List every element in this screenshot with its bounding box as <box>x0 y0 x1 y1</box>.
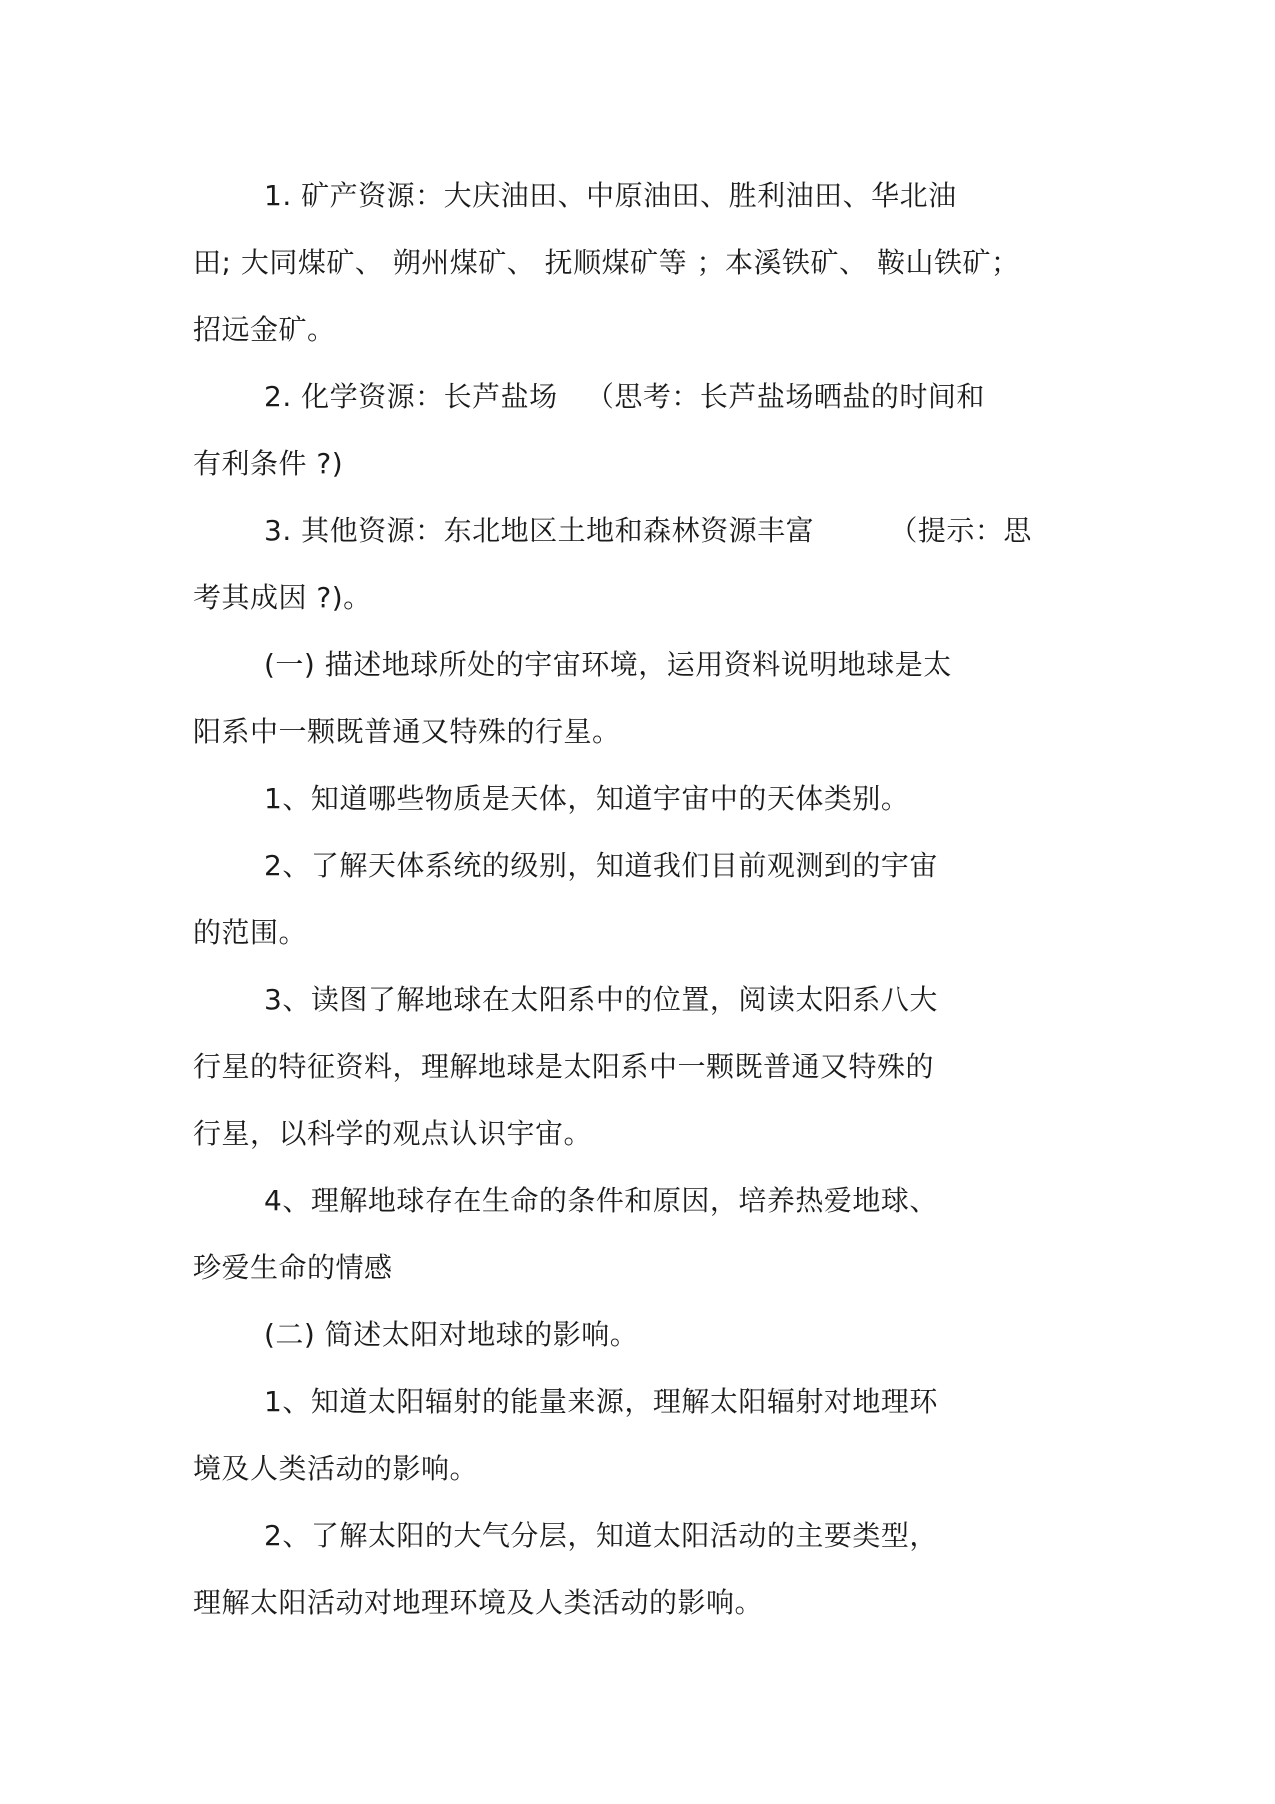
list-item: 3、读图了解地球在太阳系中的位置，阅读太阳系八大 <box>264 983 938 1016</box>
text-line: 有利条件 ?) <box>193 447 344 480</box>
text-line: 田; 大同煤矿、 朔州煤矿、 抚顺煤矿等 ；本溪铁矿、 鞍山铁矿； <box>193 246 1020 279</box>
text-line: 3. 其他资源：东北地区土地和森林资源丰富 （提示：思 <box>264 514 1032 547</box>
text-line: 的范围。 <box>193 916 308 949</box>
section-heading: (二) 简述太阳对地球的影响。 <box>264 1318 639 1351</box>
text-line: 考其成因 ?)。 <box>193 581 372 614</box>
list-item: 4、理解地球存在生命的条件和原因，培养热爱地球、 <box>264 1184 938 1217</box>
text-line: 2. 化学资源：长芦盐场 （思考：长芦盐场晒盐的时间和 <box>264 380 985 413</box>
list-item: 1、知道太阳辐射的能量来源，理解太阳辐射对地理环 <box>264 1385 938 1418</box>
text-line: 行星，以科学的观点认识宇宙。 <box>193 1117 593 1150</box>
text-line: 珍爱生命的情感 <box>193 1251 393 1284</box>
text-line: 1. 矿产资源：大庆油田、中原油田、胜利油田、华北油 <box>264 179 957 212</box>
section-heading: (一) 描述地球所处的宇宙环境，运用资料说明地球是太 <box>264 648 952 681</box>
list-item: 2、了解太阳的大气分层，知道太阳活动的主要类型， <box>264 1519 938 1552</box>
text-line: 招远金矿。 <box>193 313 336 346</box>
list-item: 1、知道哪些物质是天体，知道宇宙中的天体类别。 <box>264 782 910 815</box>
text-line: 行星的特征资料，理解地球是太阳系中一颗既普通又特殊的 <box>193 1050 935 1083</box>
text-line: 阳系中一颗既普通又特殊的行星。 <box>193 715 621 748</box>
text-line: 境及人类活动的影响。 <box>193 1452 479 1485</box>
text-line: 理解太阳活动对地理环境及人类活动的影响。 <box>193 1586 764 1619</box>
list-item: 2、了解天体系统的级别，知道我们目前观测到的宇宙 <box>264 849 938 882</box>
